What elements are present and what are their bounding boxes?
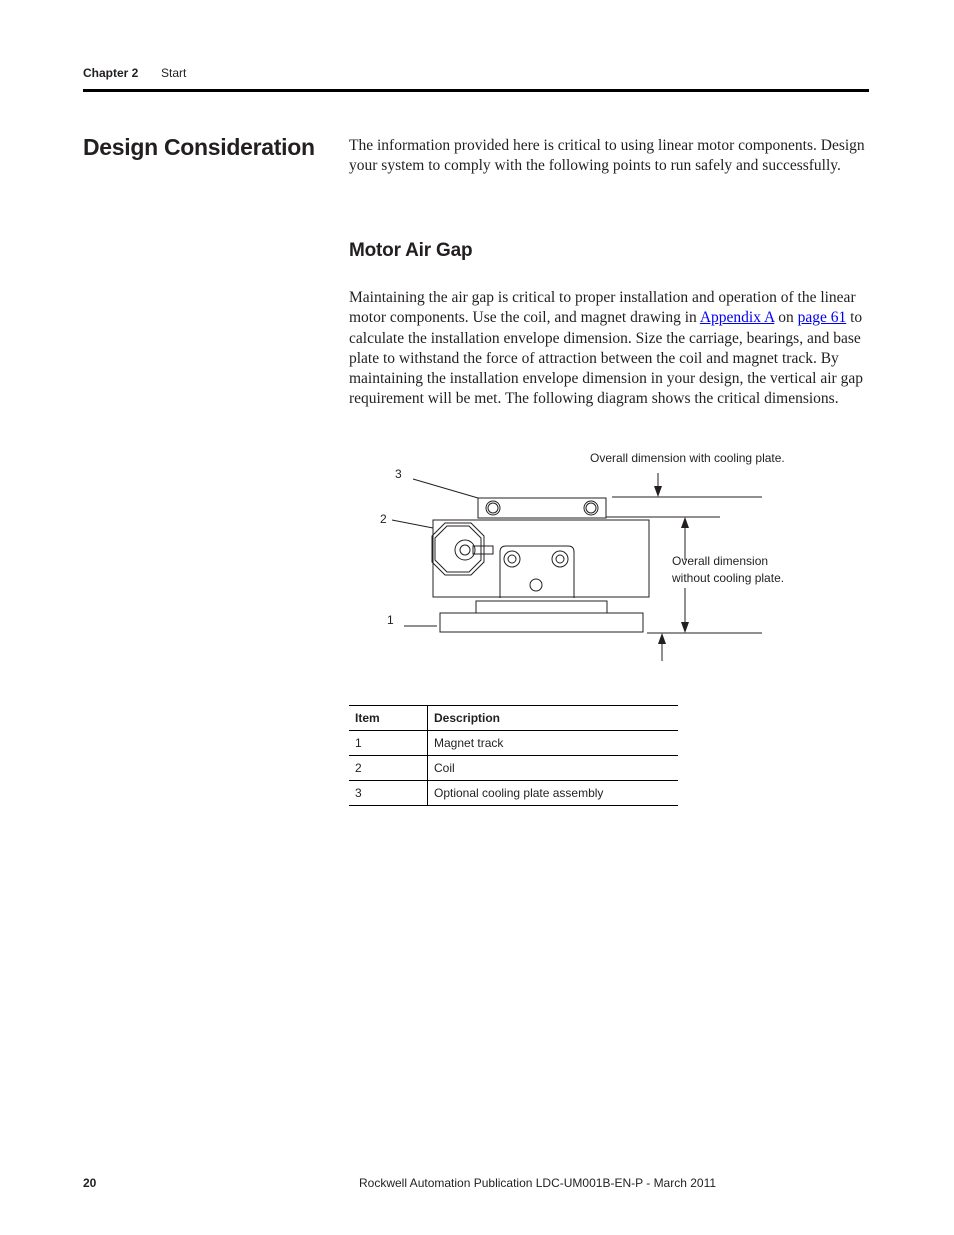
table-header-row [349,706,678,731]
arrow-head [654,486,662,497]
air-gap-paragraph [349,288,869,410]
mount-screw [504,551,520,567]
connector-stub [473,546,493,554]
magnet-track-top [476,601,607,613]
column-header-item: Item [349,706,428,731]
air-gap-diagram [370,448,800,668]
table-row [349,731,678,756]
coil-body [433,520,649,597]
intro-paragraph: The information provided here is critical to using linear motor components. Design your system to comply with the following points to run safely and successfully. [349,137,865,175]
connector-pin [460,545,470,555]
coil-connector [432,523,484,575]
callout-2: 2 [380,512,387,526]
table-row [349,756,678,781]
coil-mount-block [500,546,574,598]
table-cell-item: 1 [349,731,428,756]
appendix-a-link[interactable]: Appendix A [699,309,775,327]
cooling-plate-screw-inner [586,503,596,513]
label-with-cooling-plate: Overall dimension with cooling plate. [590,451,785,465]
para-text: Maintaining the air gap is critical to proper installation and operation of the linear motor components. Use the coil, and magnet drawing in [349,289,856,327]
mount-screw-inner [556,555,564,563]
para-text: on [774,309,798,327]
arrow-head [658,633,666,644]
table-cell-item: 3 [349,781,428,806]
page-61-link[interactable]: page 61 [797,309,847,327]
callout-3: 3 [395,467,402,481]
callout-1: 1 [387,613,394,627]
callout-leader [413,479,478,498]
label-without-cooling-plate-1: Overall dimension [672,554,769,568]
table-cell-description: Magnet track [428,731,679,756]
callout-leader [392,520,433,528]
para-text: to calculate the installation envelope dimension. Size the carriage, bearings, and base plate to withstand the force of attraction between the coil and magnet track. By maintaining the installation envelope dimension in your design, the vertical air gap requirement will be met. The following diagram shows the critical dimensions. [349,309,863,408]
table-row [349,781,678,806]
coil-connector-inner [435,526,481,572]
mount-hole [530,579,542,591]
mount-screw-inner [508,555,516,563]
label-without-cooling-plate-2: without cooling plate. [672,571,785,585]
chapter-label: Chapter 2 [83,66,139,80]
table-cell-description: Coil [428,756,679,781]
mount-screw [552,551,568,567]
connector-ring [455,540,475,560]
column-header-description: Description [428,706,679,731]
chapter-title: Start [161,66,187,80]
arrow-head [681,622,689,633]
cooling-plate-screw-inner [488,503,498,513]
item-description-table [349,705,678,806]
header-rule [83,89,869,92]
magnet-track-base [440,613,643,632]
page-number: 20 [83,1176,97,1190]
subsection-title: Motor Air Gap [349,240,473,261]
publication-info: Rockwell Automation Publication LDC-UM001B-EN-P - March 2011 [359,1176,717,1190]
cooling-plate [478,498,606,518]
table-cell-item: 2 [349,756,428,781]
section-title: Design Consideration [83,134,315,160]
table-cell-description: Optional cooling plate assembly [428,781,679,806]
arrow-head [681,517,689,528]
